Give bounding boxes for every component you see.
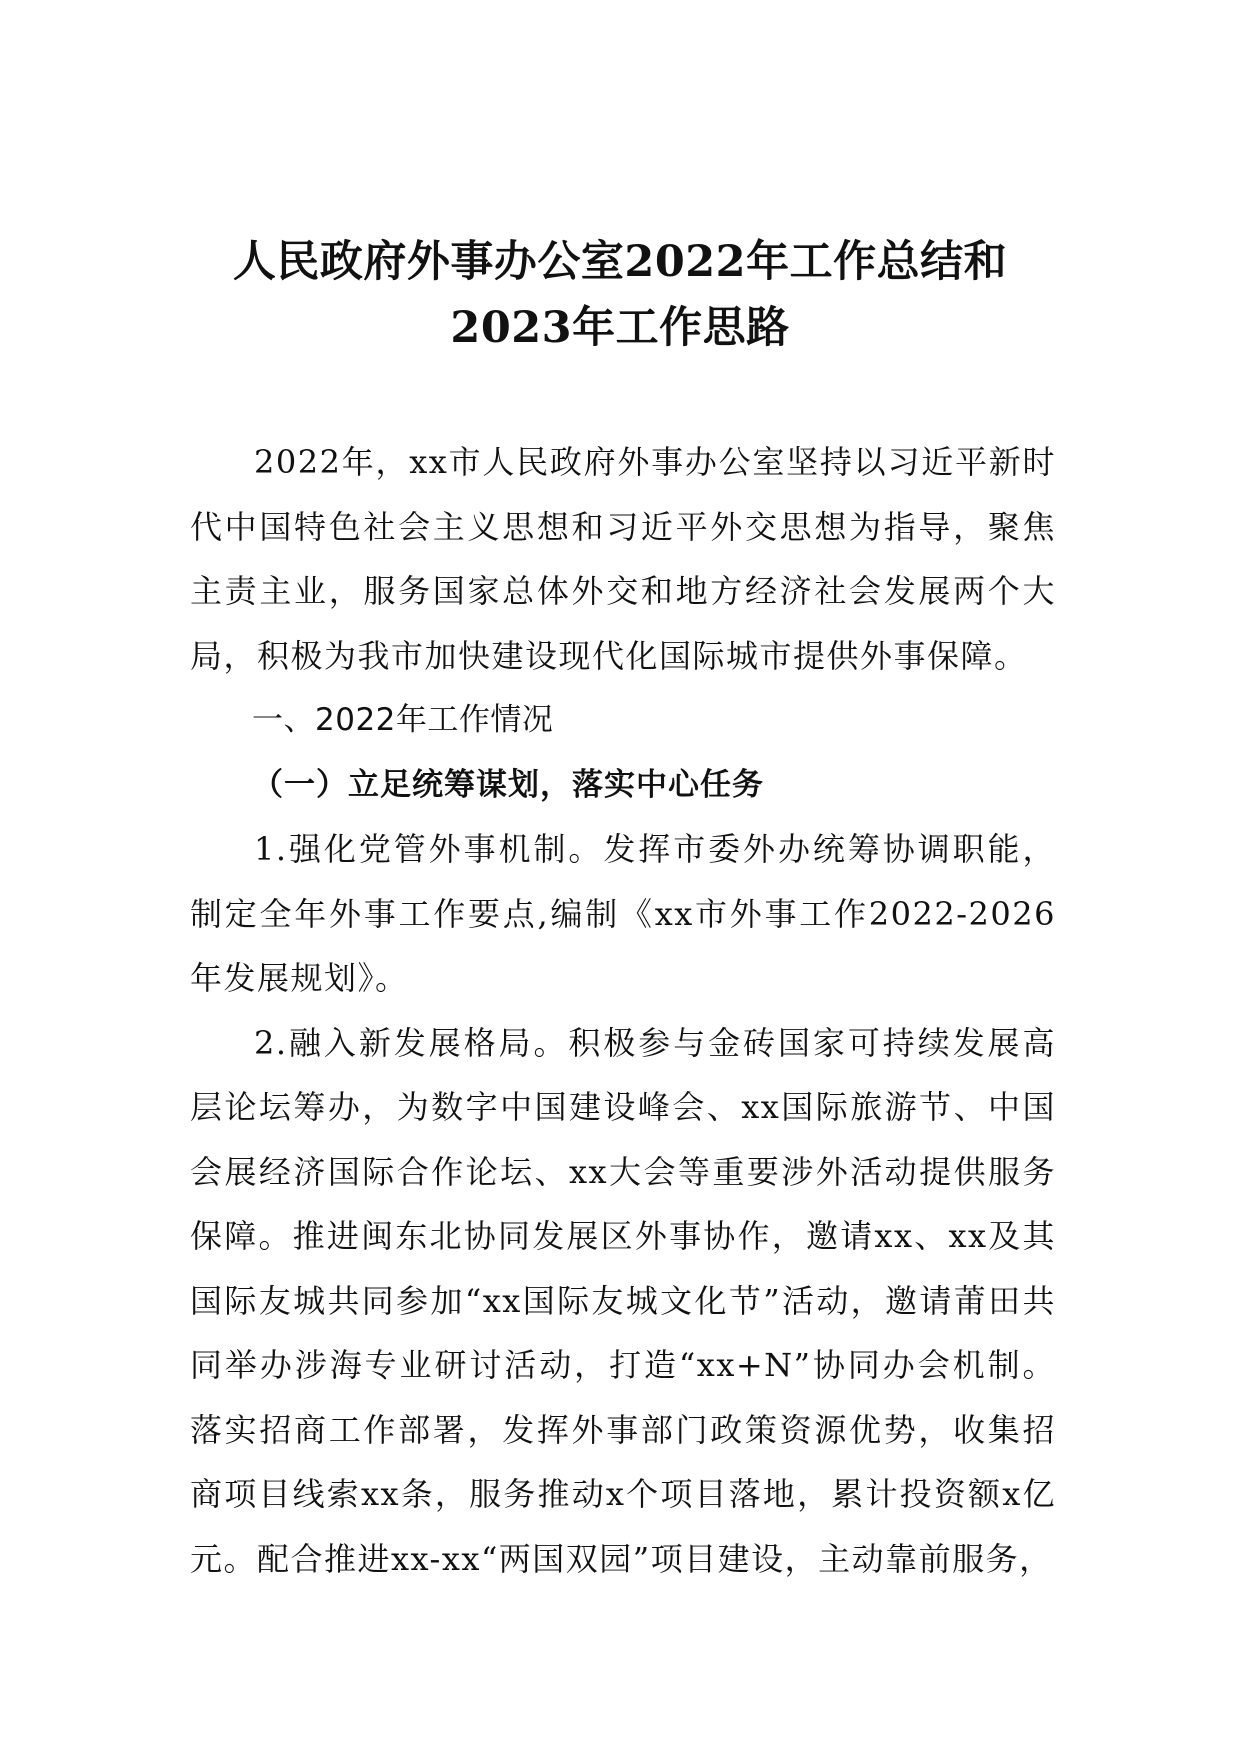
- document-body: [190, 430, 1056, 1591]
- intro-paragraph: 2022年，xx市人民政府外事办公室坚持以习近平新时代中国特色社会主义思想和习近平外交思想为指导，聚焦主责主业，服务国家总体外交和地方经济社会发展两个大局，积极为我市加快建设现代化国际城市提供外事保障。: [190, 443, 1056, 675]
- document-title-line-2: 2023年工作思路: [450, 303, 790, 353]
- item-paragraph-2: 2.融入新发展格局。积极参与金砖国家可持续发展高层论坛筹办，为数字中国建设峰会、xx国际旅游节、中国会展经济国际合作论坛、xx大会等重要涉外活动提供服务保障。推进闽东北协同发展区外事协作，邀请xx、xx及其国际友城共同参加“xx国际友城文化节”活动，邀请莆田共同举办涉海专业研讨活动，打造“xx+N”协同办会机制。落实招商工作部署，发挥外事部门政策资源优势，收集招商项目线索xx条，服务推动x个项目落地，累计投资额x亿元。配合推进xx-xx“两国双园”项目建设，主动靠前服务，: [190, 1023, 1056, 1578]
- document-title-line-1: 人民政府外事办公室2022年工作总结和: [232, 237, 1008, 287]
- subsection-heading-1: （一）立足统筹谋划，落实中心任务: [252, 766, 764, 803]
- section-heading-1: 一、2022年工作情况: [252, 702, 554, 738]
- item-paragraph-1: 1.强化党管外事机制。发挥市委外办统筹协调职能，制定全年外事工作要点,编制《xx市外事工作2022-2026年发展规划》。: [190, 830, 1056, 997]
